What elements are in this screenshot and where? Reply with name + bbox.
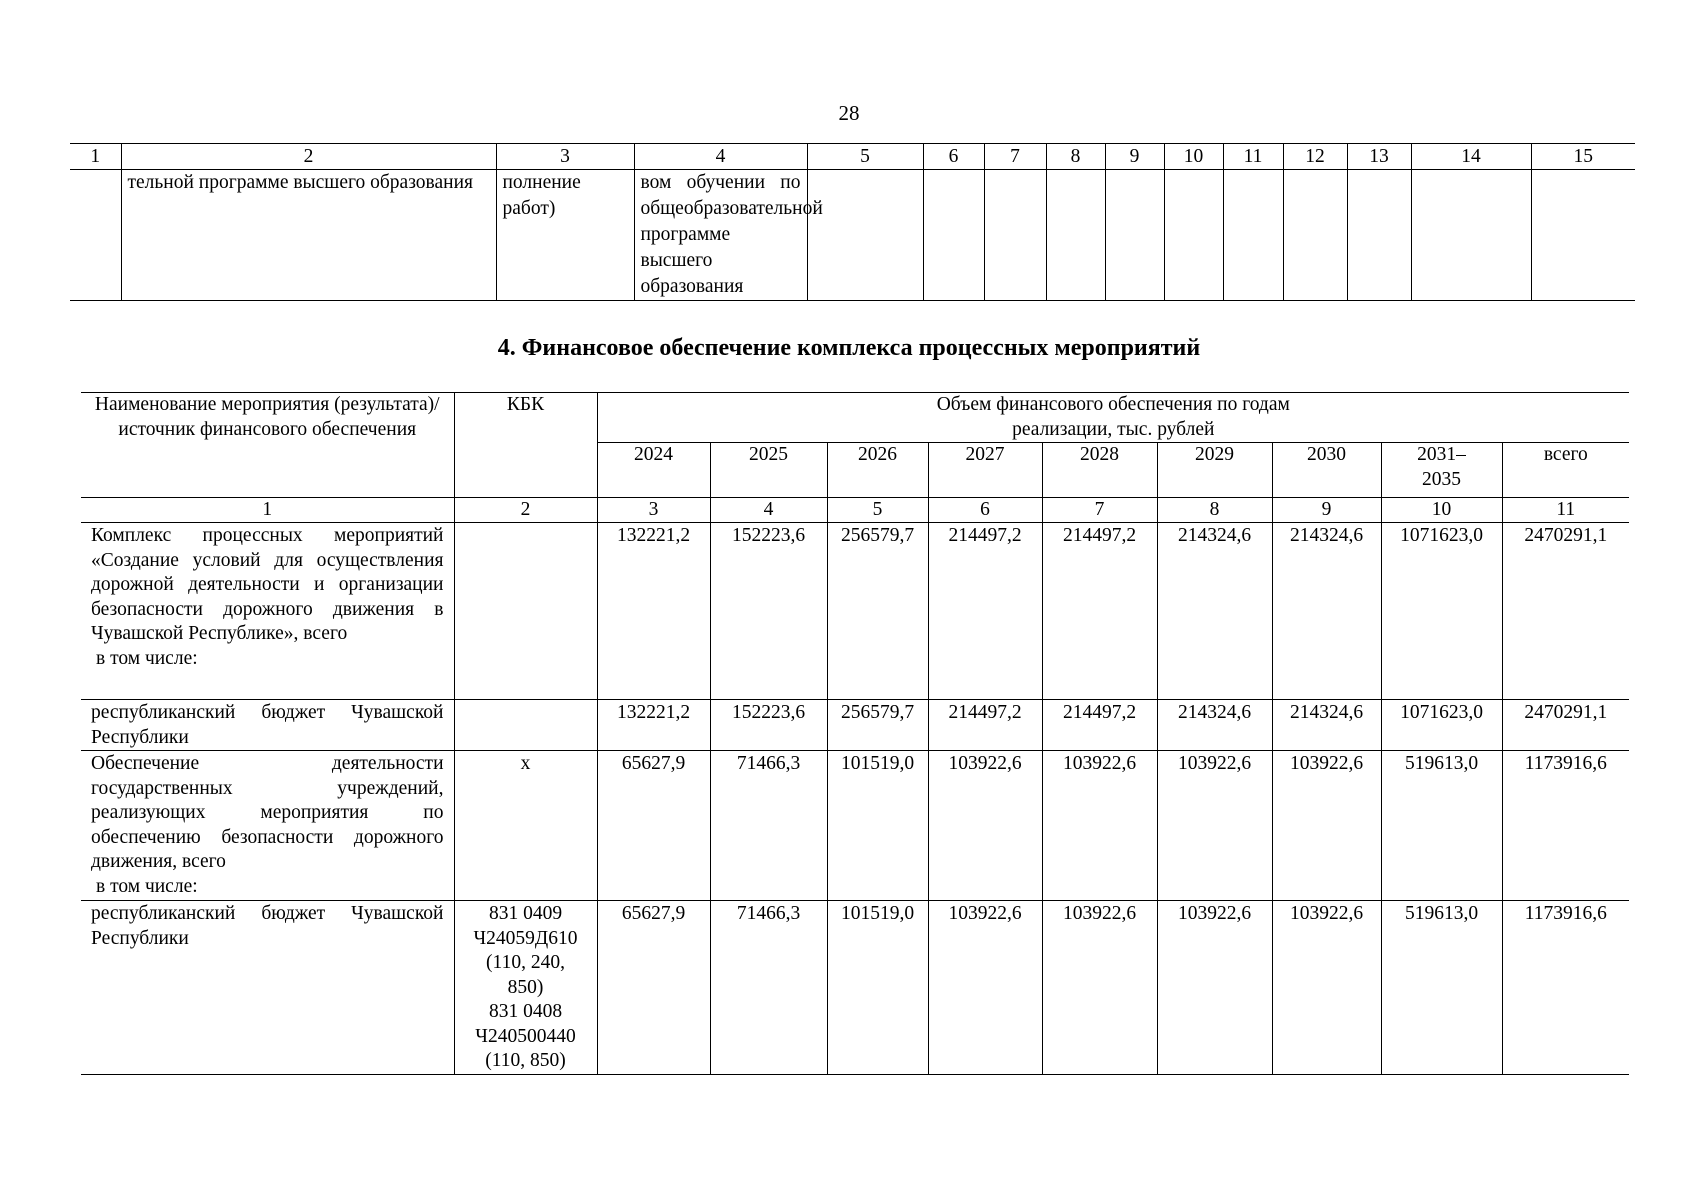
table-cell <box>984 170 1046 301</box>
value-cell: 256579,7 <box>827 523 928 700</box>
value-cell: 103922,6 <box>1272 751 1381 901</box>
kbk-line: 831 0409 <box>488 903 563 924</box>
header-year: 2024 <box>597 443 710 498</box>
column-number: 11 <box>1502 498 1629 523</box>
kbk-line: (110, 850) <box>485 1050 566 1071</box>
table-row <box>81 523 1629 700</box>
column-number: 9 <box>1272 498 1381 523</box>
column-number: 4 <box>634 144 807 170</box>
row-name <box>81 700 454 751</box>
value-cell: 103922,6 <box>1042 901 1157 1075</box>
value-cell: 101519,0 <box>827 751 928 901</box>
value-cell: 132221,2 <box>597 523 710 700</box>
header-kbk: КБК <box>454 393 597 498</box>
header-year: 2027 <box>928 443 1042 498</box>
value-cell: 519613,0 <box>1381 901 1502 1075</box>
row-name-text: Комплекс процессных мероприятий «Создание условий для осуществления дорожной деятельности и организации безопасности дорожного движения в Чувашской Республике», всего <box>91 525 444 644</box>
kbk-line: (110, 240, <box>486 952 565 973</box>
value-cell: 71466,3 <box>710 901 827 1075</box>
table-cell <box>807 170 923 301</box>
header-year: 2028 <box>1042 443 1157 498</box>
value-cell: 1071623,0 <box>1381 700 1502 751</box>
column-number: 7 <box>1042 498 1157 523</box>
value-cell: 152223,6 <box>710 700 827 751</box>
column-number: 6 <box>928 498 1042 523</box>
value-cell: 214497,2 <box>928 523 1042 700</box>
kbk-line: 850) <box>507 976 544 998</box>
table-row <box>81 751 1629 901</box>
row-kbk <box>454 700 597 751</box>
kbk-line: Ч24059Д610 <box>473 927 578 949</box>
row-name-text: республиканский бюджет Чувашской Республики <box>91 903 444 949</box>
value-cell: 214324,6 <box>1272 523 1381 700</box>
finance-table <box>81 392 1629 1075</box>
header-volume: Объем финансового обеспечения по годам реализации, тыс. рублей <box>597 393 1629 443</box>
table-cell <box>70 170 121 301</box>
value-cell: 256579,7 <box>827 700 928 751</box>
column-number: 2 <box>121 144 496 170</box>
column-number: 10 <box>1164 144 1223 170</box>
header-year: 2030 <box>1272 443 1381 498</box>
value-total-cell: 2470291,1 <box>1502 700 1629 751</box>
column-number: 15 <box>1531 144 1635 170</box>
kbk-line: Ч240500440 <box>475 1025 576 1047</box>
value-cell: 103922,6 <box>1157 751 1272 901</box>
table-cell <box>1164 170 1223 301</box>
header-name: Наименование мероприятия (результата)/источник финансового обеспечения <box>81 393 454 498</box>
table-row <box>81 700 1629 751</box>
kbk-line: 831 0408 <box>488 1001 563 1022</box>
row-kbk: х <box>454 751 597 901</box>
value-cell: 1071623,0 <box>1381 523 1502 700</box>
column-number: 11 <box>1223 144 1283 170</box>
row-kbk <box>454 523 597 700</box>
header-total: всего <box>1502 443 1629 498</box>
value-cell: 214324,6 <box>1157 523 1272 700</box>
column-number: 8 <box>1157 498 1272 523</box>
continuation-table <box>70 143 1635 301</box>
table-cell <box>1105 170 1164 301</box>
value-cell: 101519,0 <box>827 901 928 1075</box>
table-cell <box>1046 170 1105 301</box>
table-cell <box>1283 170 1347 301</box>
column-number: 13 <box>1347 144 1411 170</box>
table-cell <box>1531 170 1635 301</box>
value-cell: 103922,6 <box>1042 751 1157 901</box>
row-name <box>81 523 454 700</box>
row-kbk <box>454 901 597 1075</box>
row-subtitle: в том числе: <box>96 875 198 897</box>
value-cell: 132221,2 <box>597 700 710 751</box>
section-title: 4. Финансовое обеспечение комплекса процессных мероприятий <box>497 335 1201 361</box>
value-cell: 103922,6 <box>928 751 1042 901</box>
column-number: 10 <box>1381 498 1502 523</box>
continuation-cell-col3: полнение работ) <box>496 170 634 301</box>
value-cell: 65627,9 <box>597 751 710 901</box>
table-cell <box>923 170 984 301</box>
table-cell <box>1347 170 1411 301</box>
value-total-cell: 2470291,1 <box>1502 523 1629 700</box>
continuation-header-row <box>70 144 1635 170</box>
continuation-cell-col2: тельной программе высшего образования <box>121 170 496 301</box>
column-number: 8 <box>1046 144 1105 170</box>
column-number: 2 <box>454 498 597 523</box>
column-number-row <box>81 498 1629 523</box>
value-cell: 71466,3 <box>710 751 827 901</box>
value-cell: 519613,0 <box>1381 751 1502 901</box>
table-row <box>81 901 1629 1075</box>
value-cell: 103922,6 <box>928 901 1042 1075</box>
column-number: 3 <box>496 144 634 170</box>
continuation-cell-col4: вом обучении по общеобразовательной программе высшего образования <box>634 170 807 301</box>
row-name-text: Обеспечение деятельности государственных учреждений, реализующих мероприятия по обеспечению безопасности дорожного движения, всего <box>91 753 444 872</box>
column-number: 6 <box>923 144 984 170</box>
value-cell: 103922,6 <box>1157 901 1272 1075</box>
header-row <box>81 393 1629 443</box>
header-year: 2031–2035 <box>1381 443 1502 498</box>
value-cell: 214497,2 <box>1042 700 1157 751</box>
header-year: 2026 <box>827 443 928 498</box>
value-cell: 152223,6 <box>710 523 827 700</box>
value-cell: 214324,6 <box>1272 700 1381 751</box>
column-number: 5 <box>807 144 923 170</box>
row-subtitle: в том числе: <box>96 647 198 669</box>
row-name <box>81 901 454 1075</box>
column-number: 5 <box>827 498 928 523</box>
column-number: 12 <box>1283 144 1347 170</box>
value-cell: 103922,6 <box>1272 901 1381 1075</box>
table-cell <box>1411 170 1531 301</box>
column-number: 4 <box>710 498 827 523</box>
value-total-cell: 1173916,6 <box>1502 751 1629 901</box>
continuation-row <box>70 170 1635 301</box>
column-number: 3 <box>597 498 710 523</box>
value-cell: 214324,6 <box>1157 700 1272 751</box>
page-number: 28 <box>838 101 860 125</box>
column-number: 9 <box>1105 144 1164 170</box>
value-total-cell: 1173916,6 <box>1502 901 1629 1075</box>
value-cell: 65627,9 <box>597 901 710 1075</box>
table-cell <box>1223 170 1283 301</box>
column-number: 1 <box>81 498 454 523</box>
row-name <box>81 751 454 901</box>
header-year: 2029 <box>1157 443 1272 498</box>
value-cell: 214497,2 <box>1042 523 1157 700</box>
header-year: 2025 <box>710 443 827 498</box>
value-cell: 214497,2 <box>928 700 1042 751</box>
column-number: 14 <box>1411 144 1531 170</box>
column-number: 1 <box>70 144 121 170</box>
column-number: 7 <box>984 144 1046 170</box>
row-name-text: республиканский бюджет Чувашской Республики <box>91 702 444 748</box>
